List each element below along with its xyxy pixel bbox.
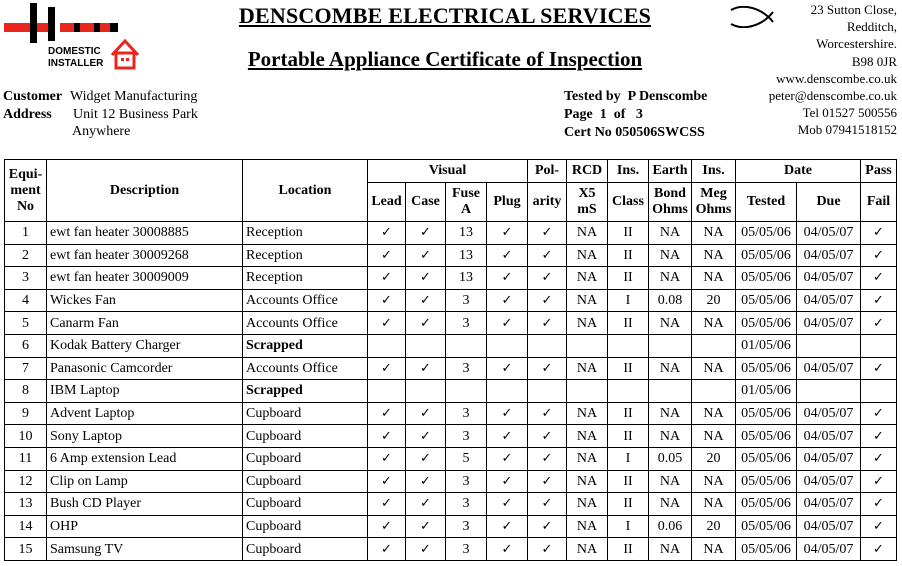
header-polarity: arity: [528, 183, 567, 222]
cell-fuse: 3: [446, 493, 487, 516]
cell-case: ✓: [406, 289, 446, 312]
cell-tested-date: 05/05/06: [736, 425, 797, 448]
header-description: Description: [47, 160, 243, 222]
nic-domestic-installer-logo: [4, 3, 142, 71]
cell-equipment-no: 4: [5, 289, 47, 312]
table-row: [5, 289, 897, 312]
cell-lead: ✓: [368, 267, 406, 290]
cell-polarity: ✓: [528, 244, 567, 267]
company-title: DENSCOMBE ELECTRICAL SERVICES: [238, 3, 652, 28]
cell-pass-fail: ✓: [861, 267, 897, 290]
cell-location: Cupboard: [243, 470, 368, 493]
cell-pass-fail: ✓: [861, 222, 897, 245]
cell-earth-bond: NA: [649, 267, 692, 290]
address-line: Worcestershire.: [816, 36, 897, 52]
cell-equipment-no: 5: [5, 312, 47, 335]
cell-location: Cupboard: [243, 538, 368, 561]
cell-earth-bond: [649, 334, 692, 357]
address-postcode: B98 0JR: [851, 53, 897, 69]
header-meg: Meg Ohms: [692, 183, 736, 222]
cell-ins-meg: [692, 380, 736, 403]
cell-plug: ✓: [487, 538, 528, 561]
cell-rcd: NA: [567, 538, 608, 561]
cell-rcd: NA: [567, 515, 608, 538]
header-earth: Bond Ohms: [649, 183, 692, 222]
header-meg-top: Ins.: [692, 160, 736, 183]
table-row: [5, 312, 897, 335]
cell-case: ✓: [406, 493, 446, 516]
cell-due-date: 04/05/07: [797, 515, 861, 538]
address-label: Address: [3, 106, 52, 122]
cell-rcd: NA: [567, 447, 608, 470]
cell-plug: [487, 334, 528, 357]
cell-fuse: 13: [446, 222, 487, 245]
cell-description: Samsung TV: [47, 538, 243, 561]
cell-earth-bond: NA: [649, 425, 692, 448]
customer-address-line1: Unit 12 Business Park: [73, 106, 198, 122]
cell-lead: ✓: [368, 222, 406, 245]
cell-plug: ✓: [487, 357, 528, 380]
cell-equipment-no: 9: [5, 402, 47, 425]
cell-case: [406, 380, 446, 403]
cell-lead: ✓: [368, 357, 406, 380]
cell-location: Accounts Office: [243, 312, 368, 335]
customer-label: Customer: [3, 89, 63, 104]
cell-polarity: ✓: [528, 289, 567, 312]
cell-equipment-no: 7: [5, 357, 47, 380]
cell-location: Reception: [243, 244, 368, 267]
cell-equipment-no: 11: [5, 447, 47, 470]
cell-location: Accounts Office: [243, 289, 368, 312]
cell-due-date: 04/05/07: [797, 538, 861, 561]
cell-earth-bond: NA: [649, 470, 692, 493]
cell-tested-date: 05/05/06: [736, 312, 797, 335]
cell-ins-class: II: [608, 470, 649, 493]
cell-ins-meg: NA: [692, 402, 736, 425]
cell-due-date: 04/05/07: [797, 357, 861, 380]
table-row: [5, 222, 897, 245]
cell-case: ✓: [406, 515, 446, 538]
cell-polarity: ✓: [528, 402, 567, 425]
customer-name: Widget Manufacturing: [70, 89, 198, 104]
cell-equipment-no: 10: [5, 425, 47, 448]
cell-due-date: [797, 380, 861, 403]
cell-case: ✓: [406, 357, 446, 380]
cell-fuse: [446, 380, 487, 403]
cell-lead: ✓: [368, 447, 406, 470]
cell-pass-fail: ✓: [861, 470, 897, 493]
cell-tested-date: 05/05/06: [736, 267, 797, 290]
company-email[interactable]: peter@denscombe.co.uk: [768, 88, 897, 104]
cell-case: ✓: [406, 425, 446, 448]
cell-case: ✓: [406, 244, 446, 267]
cell-lead: [368, 380, 406, 403]
cell-ins-meg: 20: [692, 515, 736, 538]
cell-pass-fail: ✓: [861, 493, 897, 516]
cell-earth-bond: NA: [649, 493, 692, 516]
header-date: Date: [736, 160, 861, 183]
cell-fuse: 13: [446, 267, 487, 290]
cell-earth-bond: NA: [649, 357, 692, 380]
cell-lead: ✓: [368, 402, 406, 425]
cell-ins-meg: NA: [692, 244, 736, 267]
cell-ins-meg: NA: [692, 425, 736, 448]
cell-ins-class: II: [608, 357, 649, 380]
cell-plug: ✓: [487, 222, 528, 245]
cell-due-date: [797, 334, 861, 357]
cell-plug: ✓: [487, 493, 528, 516]
cell-pass-fail: ✓: [861, 447, 897, 470]
cell-pass-fail: [861, 334, 897, 357]
cell-plug: ✓: [487, 289, 528, 312]
cell-description: ewt fan heater 30008885: [47, 222, 243, 245]
cell-ins-class: I: [608, 447, 649, 470]
inspection-table: [4, 159, 897, 561]
cell-ins-meg: NA: [692, 267, 736, 290]
cell-ins-class: II: [608, 312, 649, 335]
table-row: [5, 493, 897, 516]
cell-polarity: [528, 334, 567, 357]
cell-pass-fail: [861, 380, 897, 403]
cell-ins-class: I: [608, 289, 649, 312]
cell-case: ✓: [406, 267, 446, 290]
cell-tested-date: 05/05/06: [736, 244, 797, 267]
cell-polarity: ✓: [528, 538, 567, 561]
cell-equipment-no: 13: [5, 493, 47, 516]
customer-address-line2: Anywhere: [72, 124, 131, 139]
header-equipment-no: Equi- ment No: [5, 160, 47, 222]
cell-ins-meg: NA: [692, 357, 736, 380]
cell-tested-date: 05/05/06: [736, 447, 797, 470]
cell-plug: ✓: [487, 244, 528, 267]
cell-due-date: 04/05/07: [797, 222, 861, 245]
cell-plug: ✓: [487, 425, 528, 448]
table-row: [5, 244, 897, 267]
cell-ins-meg: NA: [692, 493, 736, 516]
cell-description: Kodak Battery Charger: [47, 334, 243, 357]
tested-by: Tested by P Denscombe: [564, 89, 708, 104]
cell-rcd: NA: [567, 312, 608, 335]
certificate-number: Cert No 050506SWCSS: [564, 125, 705, 140]
cell-equipment-no: 6: [5, 334, 47, 357]
header-pass-top: Pass: [861, 160, 897, 183]
address-line: Redditch,: [846, 19, 897, 35]
cell-fuse: 5: [446, 447, 487, 470]
cell-location: Cupboard: [243, 402, 368, 425]
cell-polarity: ✓: [528, 447, 567, 470]
cell-description: Canarm Fan: [47, 312, 243, 335]
cell-earth-bond: 0.08: [649, 289, 692, 312]
cell-rcd: NA: [567, 289, 608, 312]
cell-rcd: NA: [567, 222, 608, 245]
cell-equipment-no: 15: [5, 538, 47, 561]
nic-logo-mark: [4, 3, 142, 71]
cell-pass-fail: ✓: [861, 357, 897, 380]
cell-case: [406, 334, 446, 357]
cell-tested-date: 05/05/06: [736, 222, 797, 245]
cell-earth-bond: NA: [649, 312, 692, 335]
cell-ins-meg: NA: [692, 312, 736, 335]
header-rcd: X5 mS: [567, 183, 608, 222]
cell-case: ✓: [406, 312, 446, 335]
cell-location: Cupboard: [243, 515, 368, 538]
cell-fuse: 3: [446, 357, 487, 380]
cell-ins-class: [608, 380, 649, 403]
cell-pass-fail: ✓: [861, 402, 897, 425]
cell-lead: ✓: [368, 289, 406, 312]
cell-due-date: 04/05/07: [797, 312, 861, 335]
cell-lead: ✓: [368, 538, 406, 561]
cell-description: 6 Amp extension Lead: [47, 447, 243, 470]
cell-polarity: [528, 380, 567, 403]
cell-case: ✓: [406, 470, 446, 493]
header-tested: Tested: [736, 183, 797, 222]
header-location: Location: [243, 160, 368, 222]
table-row: [5, 447, 897, 470]
cell-ins-class: II: [608, 222, 649, 245]
cell-rcd: NA: [567, 402, 608, 425]
cell-case: ✓: [406, 222, 446, 245]
cell-plug: ✓: [487, 312, 528, 335]
cell-due-date: 04/05/07: [797, 447, 861, 470]
cell-fuse: 13: [446, 244, 487, 267]
cell-tested-date: 01/05/06: [736, 334, 797, 357]
cell-description: Clip on Lamp: [47, 470, 243, 493]
cell-ins-class: I: [608, 515, 649, 538]
cell-ins-meg: 20: [692, 289, 736, 312]
cell-polarity: ✓: [528, 222, 567, 245]
cell-fuse: 3: [446, 289, 487, 312]
cell-ins-class: II: [608, 425, 649, 448]
cell-polarity: ✓: [528, 357, 567, 380]
cell-due-date: 04/05/07: [797, 470, 861, 493]
cell-fuse: 3: [446, 425, 487, 448]
cell-ins-meg: NA: [692, 222, 736, 245]
cell-ins-meg: NA: [692, 470, 736, 493]
cell-ins-class: II: [608, 267, 649, 290]
header-fuse: Fuse A: [446, 183, 487, 222]
cell-tested-date: 05/05/06: [736, 493, 797, 516]
cell-lead: [368, 334, 406, 357]
cell-plug: ✓: [487, 515, 528, 538]
header-pass: Fail: [861, 183, 897, 222]
cell-case: ✓: [406, 402, 446, 425]
cell-rcd: NA: [567, 244, 608, 267]
cell-earth-bond: NA: [649, 402, 692, 425]
cell-plug: ✓: [487, 470, 528, 493]
header-polarity-top: Pol-: [528, 160, 567, 183]
cell-pass-fail: ✓: [861, 312, 897, 335]
cell-pass-fail: ✓: [861, 289, 897, 312]
cell-due-date: 04/05/07: [797, 289, 861, 312]
cell-earth-bond: NA: [649, 222, 692, 245]
company-website[interactable]: www.denscombe.co.uk: [776, 70, 897, 86]
cell-description: ewt fan heater 30009268: [47, 244, 243, 267]
customer-block: [3, 88, 198, 141]
cell-due-date: 04/05/07: [797, 402, 861, 425]
cell-tested-date: 01/05/06: [736, 380, 797, 403]
cell-tested-date: 05/05/06: [736, 538, 797, 561]
page-number: Page 1 of 3: [564, 107, 643, 122]
cell-description: IBM Laptop: [47, 380, 243, 403]
cell-description: Panasonic Camcorder: [47, 357, 243, 380]
cell-lead: ✓: [368, 244, 406, 267]
cell-equipment-no: 8: [5, 380, 47, 403]
table-row: [5, 515, 897, 538]
cell-rcd: NA: [567, 357, 608, 380]
cell-fuse: 3: [446, 538, 487, 561]
cell-description: Wickes Fan: [47, 289, 243, 312]
header-case: Case: [406, 183, 446, 222]
cell-equipment-no: 12: [5, 470, 47, 493]
cell-lead: ✓: [368, 493, 406, 516]
cell-plug: ✓: [487, 402, 528, 425]
house-icon: [112, 41, 138, 68]
cell-polarity: ✓: [528, 470, 567, 493]
table-row: [5, 357, 897, 380]
cell-description: OHP: [47, 515, 243, 538]
cell-polarity: ✓: [528, 312, 567, 335]
cell-polarity: ✓: [528, 267, 567, 290]
cell-ins-class: II: [608, 402, 649, 425]
cell-case: ✓: [406, 538, 446, 561]
cell-tested-date: 05/05/06: [736, 515, 797, 538]
cell-description: Advent Laptop: [47, 402, 243, 425]
cell-tested-date: 05/05/06: [736, 289, 797, 312]
certificate-title: Portable Appliance Certificate of Inspection: [247, 47, 643, 71]
header-rcd-top: RCD: [567, 160, 608, 183]
cell-fuse: 3: [446, 402, 487, 425]
cell-plug: [487, 380, 528, 403]
cell-location: Cupboard: [243, 493, 368, 516]
header-class-top: Ins.: [608, 160, 649, 183]
cell-due-date: 04/05/07: [797, 425, 861, 448]
cell-pass-fail: ✓: [861, 515, 897, 538]
cell-description: Sony Laptop: [47, 425, 243, 448]
cell-lead: ✓: [368, 312, 406, 335]
cell-ins-class: II: [608, 493, 649, 516]
cell-fuse: 3: [446, 515, 487, 538]
header-plug: Plug: [487, 183, 528, 222]
cell-location: Cupboard: [243, 447, 368, 470]
cell-tested-date: 05/05/06: [736, 470, 797, 493]
cell-location: Cupboard: [243, 425, 368, 448]
cell-fuse: [446, 334, 487, 357]
cell-ins-class: [608, 334, 649, 357]
cell-polarity: ✓: [528, 515, 567, 538]
cell-description: Bush CD Player: [47, 493, 243, 516]
cell-fuse: 3: [446, 470, 487, 493]
table-row: [5, 402, 897, 425]
cell-fuse: 3: [446, 312, 487, 335]
cell-polarity: ✓: [528, 425, 567, 448]
cell-pass-fail: ✓: [861, 244, 897, 267]
cell-equipment-no: 1: [5, 222, 47, 245]
address-line: 23 Sutton Close,: [810, 2, 897, 17]
header-lead: Lead: [368, 183, 406, 222]
cell-tested-date: 05/05/06: [736, 402, 797, 425]
table-row: [5, 267, 897, 290]
cell-location: Scrapped: [243, 334, 368, 357]
cell-equipment-no: 14: [5, 515, 47, 538]
cell-case: ✓: [406, 447, 446, 470]
header-due: Due: [797, 183, 861, 222]
cell-earth-bond: NA: [649, 244, 692, 267]
cell-lead: ✓: [368, 425, 406, 448]
cell-tested-date: 05/05/06: [736, 357, 797, 380]
company-mobile: Mob 07941518152: [797, 122, 897, 138]
cell-earth-bond: NA: [649, 538, 692, 561]
cell-earth-bond: 0.05: [649, 447, 692, 470]
logo-text-installer: INSTALLER: [48, 58, 104, 69]
cell-location: Reception: [243, 267, 368, 290]
cell-rcd: NA: [567, 493, 608, 516]
cell-plug: ✓: [487, 447, 528, 470]
table-row: [5, 470, 897, 493]
cell-ins-meg: NA: [692, 538, 736, 561]
test-info: [564, 88, 707, 142]
cell-location: Reception: [243, 222, 368, 245]
cell-due-date: 04/05/07: [797, 244, 861, 267]
cell-rcd: [567, 380, 608, 403]
cell-description: ewt fan heater 30009009: [47, 267, 243, 290]
header-class: Class: [608, 183, 649, 222]
cell-rcd: [567, 334, 608, 357]
cell-lead: ✓: [368, 515, 406, 538]
cell-location: Accounts Office: [243, 357, 368, 380]
table-row: [5, 380, 897, 403]
header-earth-top: Earth: [649, 160, 692, 183]
cell-plug: ✓: [487, 267, 528, 290]
cell-due-date: 04/05/07: [797, 493, 861, 516]
cell-ins-meg: 20: [692, 447, 736, 470]
cell-pass-fail: ✓: [861, 425, 897, 448]
cell-due-date: 04/05/07: [797, 267, 861, 290]
cell-ins-class: II: [608, 538, 649, 561]
table-row: [5, 538, 897, 561]
cell-rcd: NA: [567, 470, 608, 493]
company-tel: Tel 01527 500556: [802, 105, 897, 121]
cell-earth-bond: [649, 380, 692, 403]
cell-equipment-no: 2: [5, 244, 47, 267]
cell-earth-bond: 0.06: [649, 515, 692, 538]
table-row: [5, 425, 897, 448]
header-visual: Visual: [368, 160, 528, 183]
cell-pass-fail: ✓: [861, 538, 897, 561]
company-address: [769, 1, 897, 139]
cell-ins-class: II: [608, 244, 649, 267]
table-row: [5, 334, 897, 357]
cell-lead: ✓: [368, 470, 406, 493]
cell-ins-meg: [692, 334, 736, 357]
cell-polarity: ✓: [528, 493, 567, 516]
logo-text-domestic: DOMESTIC: [48, 46, 101, 57]
cell-equipment-no: 3: [5, 267, 47, 290]
cell-rcd: NA: [567, 425, 608, 448]
cell-location: Scrapped: [243, 380, 368, 403]
cell-rcd: NA: [567, 267, 608, 290]
